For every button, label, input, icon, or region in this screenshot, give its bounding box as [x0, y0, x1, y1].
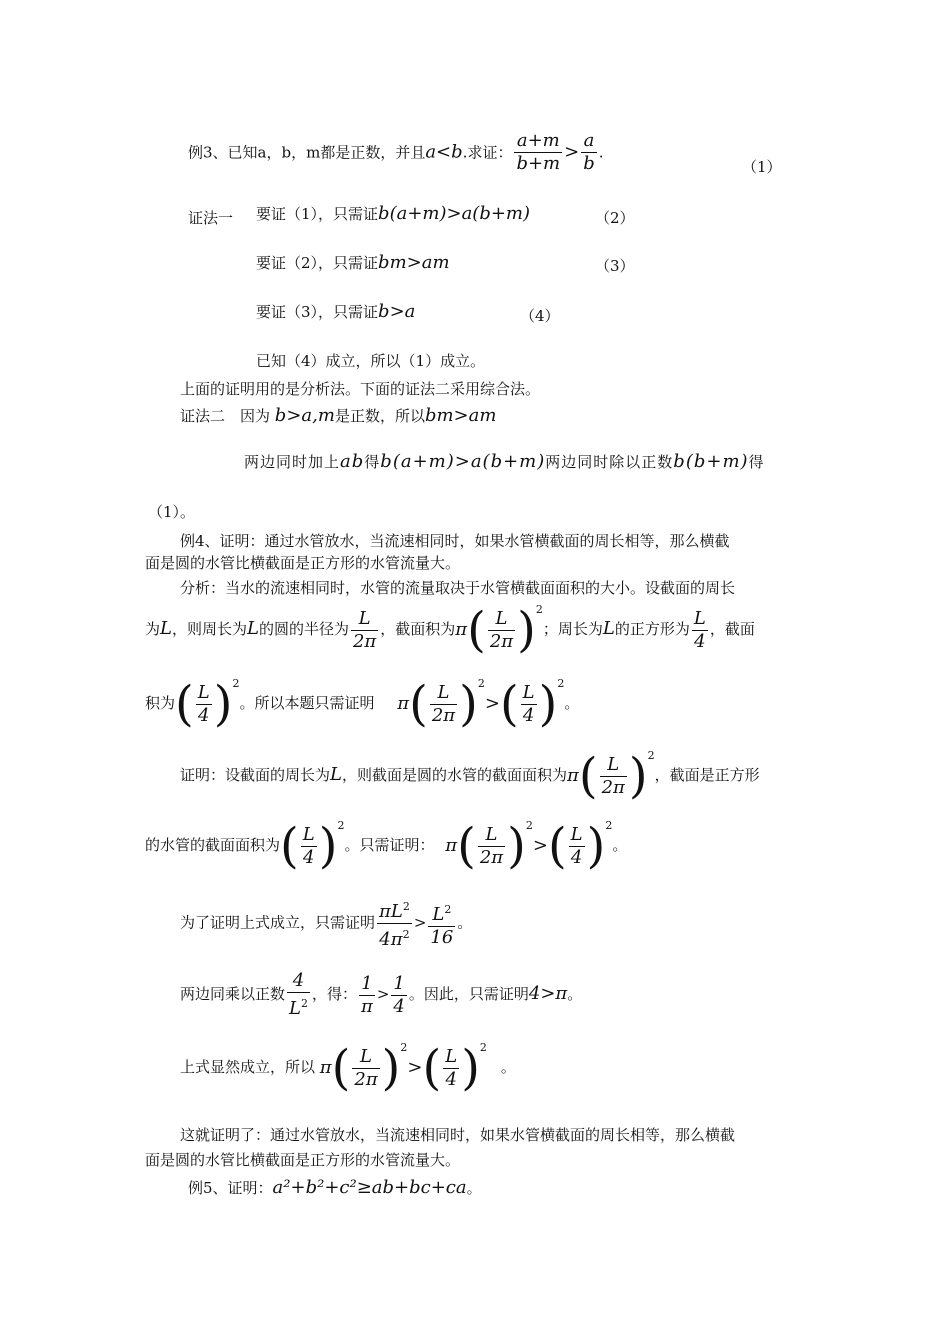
a2-6: 的正方形为 [614, 620, 690, 638]
frac-a-b [581, 130, 597, 175]
sq: 2 [525, 819, 533, 832]
frac-a-plus-m [514, 130, 562, 175]
sq: 2 [232, 677, 240, 690]
m2-l2-b: 得 [364, 453, 381, 471]
a3-3: 。 [564, 694, 580, 712]
ex3-qiuzheng: .求证： [462, 143, 513, 162]
d: 16 [430, 926, 454, 948]
pi: π [445, 835, 458, 856]
pi: π [397, 693, 410, 714]
d: 2π [354, 1068, 378, 1090]
a3-2: 。所以本题只需证明 [239, 694, 375, 712]
step3-text: 要证（3），只需证 [256, 303, 379, 321]
n: L [600, 754, 627, 777]
frac1-num: a+m [514, 130, 562, 153]
ineq-3: π( $\frac{L}{2\pi}$ )$^2$>( $\frac{L}{4}$ )$^2$ [319, 1040, 487, 1096]
a2-1: 为 [145, 620, 161, 638]
n: L [430, 682, 457, 705]
d: 4 [303, 846, 315, 868]
n: L [478, 824, 505, 847]
m2-math2: bm>am [424, 405, 497, 426]
frac2-den: b [583, 153, 595, 174]
proof4-c: 。因此，只需证明 [408, 985, 529, 1003]
a3-1: 积为 [145, 694, 176, 712]
pi-L2pi-sq: π( $\frac{L}{2\pi}$ )$^2$ [455, 602, 543, 658]
n: πL [379, 901, 403, 922]
ex4-proof4: 两边同乘以正数 $\frac{4}{L^2}$ ，得： $\frac{1}{\pi}$ > $\frac{1}{4}$ 。因此，只需证明4>π。 [180, 970, 583, 1019]
step1-text: 要证（1），只需证 [256, 205, 379, 223]
sq: 2 [402, 900, 410, 913]
m2-l2-ab: ab [340, 451, 365, 472]
proof4-end: 。 [567, 985, 583, 1003]
d: 2π [479, 846, 504, 868]
m2-l2-d: 得 [748, 453, 765, 471]
n: L [197, 681, 210, 703]
step1-math: b(a+m)>a(b+m) [378, 203, 531, 224]
n: L [445, 1045, 458, 1067]
a2-2: ，则周长为 [171, 620, 247, 638]
method2-line3: （1）。 [148, 503, 196, 521]
sq: 2 [444, 902, 452, 916]
ex4-p2: 面是圆的水管比横截面是正方形的水管流量大。 [145, 554, 461, 572]
a2-5: ；周长为 [542, 620, 603, 638]
ex4-proof5 [180, 1040, 516, 1108]
step1 [256, 204, 530, 230]
sq: 2 [557, 677, 565, 690]
summary: 上面的证明用的是分析法。下面的证法二采用综合法。 [180, 380, 541, 398]
pi: π [455, 619, 468, 640]
m2-l2-math: b(a+m)>a(b+m) [380, 451, 546, 472]
proof5: 上式显然成立，所以 [180, 1058, 316, 1076]
d: 4 [198, 704, 210, 726]
d: 2π [352, 630, 377, 652]
L-1: L [160, 618, 172, 639]
proof2-c: 。 [612, 836, 628, 854]
step2 [256, 253, 450, 273]
ineq-1: π( $\frac{L}{2\pi}$ )$^2$>( $\frac{L}{4}$ )$^2$ [397, 676, 565, 732]
m2-l2-a: 两边同时加上 [244, 453, 341, 471]
d: 4 [393, 995, 405, 1017]
a2-7: ，截面 [709, 620, 755, 638]
m2-text1: 是正数，所以 [334, 407, 425, 425]
n: L [522, 681, 535, 703]
n: 4 [287, 970, 310, 993]
sq: 2 [337, 819, 345, 832]
d: 4 [445, 1068, 457, 1090]
n: L [352, 1046, 379, 1069]
method1-label: 证法一 [188, 209, 234, 227]
sq: 2 [647, 749, 655, 762]
frac-4-L2 [287, 970, 310, 1020]
step4: 已知（4）成立，所以（1）成立。 [256, 352, 486, 370]
frac-L2-16 [428, 899, 455, 949]
pi: π [319, 1057, 332, 1078]
proof4-math: 4>π [528, 983, 568, 1004]
proof1-c: ，截面是正方形 [654, 766, 760, 784]
n: L [693, 607, 706, 629]
sq: 2 [477, 677, 485, 690]
ex4-proof1 [180, 748, 760, 816]
d: π [360, 995, 373, 1017]
ineq-2: π( $\frac{L}{2\pi}$ )$^2$>( $\frac{L}{4}$ )$^2$ [445, 818, 613, 874]
m2-l2-math2: b(b+m) [673, 451, 749, 472]
proof3: 为了证明上式成立，只需证明 [180, 913, 376, 932]
frac-1-pi [359, 973, 375, 1018]
a2-4: ，截面积为 [380, 620, 456, 638]
n: L [302, 823, 315, 845]
gt: > [564, 141, 580, 163]
d: 4 [570, 846, 583, 868]
sq: 2 [605, 819, 613, 832]
ex4-p1: 例4、证明：通过水管放水，当流速相同时，如果水管横截面的周长相等，那么横截 [180, 532, 730, 550]
ex3-intro: 例3、已知a，b，m都是正数，并且 [188, 143, 426, 162]
L-4: L [330, 764, 342, 785]
n: L [570, 823, 583, 845]
ex3-cond: a<b [425, 141, 463, 163]
tag-2: （2） [595, 209, 635, 227]
d: 4 [694, 630, 706, 652]
L-3: L [602, 618, 615, 639]
sq: 2 [400, 1041, 408, 1054]
ex4-proof3: 为了证明上式成立，只需证明 $\frac{\pi L^2}{4\pi^2}$ > $\frac{L^2}{16}$ 。 [180, 896, 472, 950]
n: 1 [359, 973, 375, 996]
frac1-den: b+m [516, 153, 561, 174]
n: L [432, 903, 445, 925]
ex5-label: 例5、证明： [188, 1179, 273, 1197]
ex5 [188, 1178, 482, 1198]
sq: 2 [535, 603, 543, 616]
method2-label: 证法二 因为 [180, 407, 271, 425]
proof1: 证明：设截面的周长为 [180, 766, 331, 784]
concl2: 面是圆的水管比横截面是正方形的水管流量大。 [145, 1151, 461, 1169]
m2-math1: b>a,m [274, 405, 335, 426]
step2-math: bm>am [378, 252, 450, 273]
d: 2π [431, 704, 456, 726]
sq: 2 [402, 928, 410, 941]
n: L [351, 608, 378, 631]
sq: 2 [300, 997, 308, 1010]
d: 4 [522, 704, 535, 726]
frac-L-2pi [351, 608, 378, 653]
method2-line2 [244, 452, 765, 472]
L4-sq: ( $\frac{L}{4}$ )$^2$ [175, 676, 240, 732]
d: 2π [601, 776, 625, 798]
concl1: 这就证明了：通过水管放水，当流速相同时，如果水管横截面的周长相等，那么横截 [180, 1126, 736, 1144]
proof5-end: 。 [500, 1058, 516, 1076]
d: 4π [379, 929, 403, 950]
frac2-num: a [581, 130, 597, 153]
step2-text: 要证（2），只需证 [256, 254, 379, 272]
L-2: L [246, 618, 259, 639]
tag-4: （4） [520, 307, 560, 325]
step3 [256, 302, 415, 322]
ex5-math: a²+b²+c²≥ab+bc+ca [272, 1177, 467, 1198]
method2-line1 [180, 406, 496, 426]
n: L [488, 608, 515, 631]
d: L [289, 998, 301, 1019]
pi-L2pi-sq-2: π( $\frac{L}{2\pi}$ )$^2$ [566, 748, 655, 804]
ex4-a2 [145, 602, 755, 674]
n: 1 [393, 972, 405, 994]
ex4-a1: 分析：当水的流速相同时，水管的流量取决于水管横截面面积的大小。设截面的周长 [180, 579, 736, 597]
proof2-b: 。只需证明： [344, 836, 435, 854]
proof1-b: ，则截面是圆的水管的截面面积为 [341, 766, 567, 784]
pi: π [566, 765, 579, 786]
frac-L-4 [692, 608, 708, 653]
proof4-b: ，得： [311, 985, 357, 1003]
L4-sq-2: ( $\frac{L}{4}$ )$^2$ [280, 818, 345, 874]
d: 2π [489, 630, 514, 652]
proof4: 两边同乘以正数 [180, 985, 286, 1003]
a2-3: 的圆的半径为 [258, 620, 349, 638]
dot: . [598, 143, 604, 162]
proof3-end: 。 [457, 913, 473, 932]
step3-math: b>a [378, 301, 416, 322]
ex4-a3 [145, 676, 580, 744]
tag-1: （1） [742, 158, 782, 176]
frac-piL2 [377, 896, 412, 951]
ex3-statement [188, 130, 604, 190]
m2-l2-c: 两边同时除以正数 [545, 453, 674, 471]
sq: 2 [479, 1041, 487, 1054]
frac-1-4 [391, 973, 406, 1018]
tag-3: （3） [595, 257, 635, 275]
ex5-end: 。 [466, 1179, 482, 1197]
proof2: 的水管的截面面积为 [145, 836, 281, 854]
ex4-proof2 [145, 818, 628, 886]
